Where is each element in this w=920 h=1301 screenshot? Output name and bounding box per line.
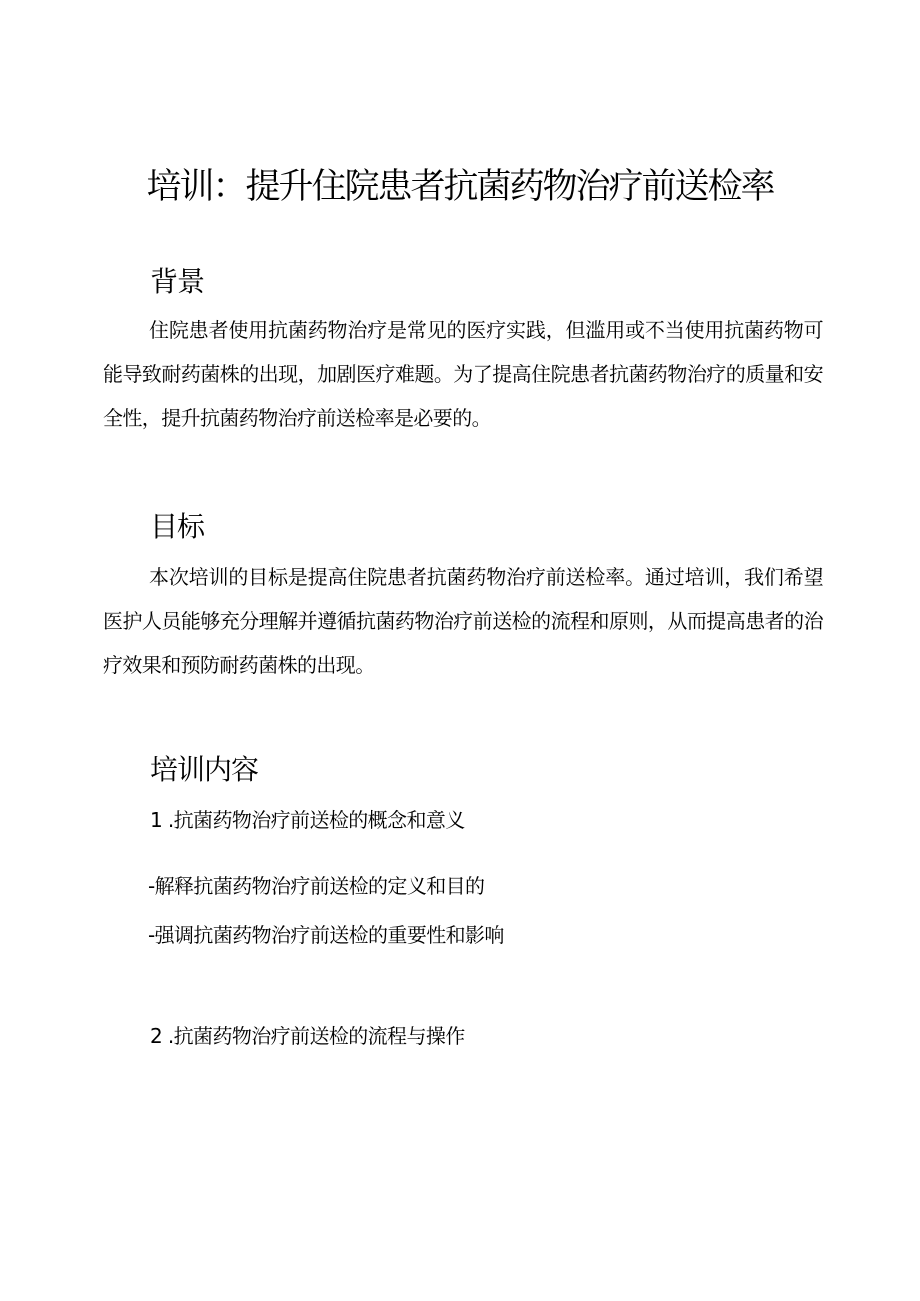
content-item-1: 1 .抗菌药物治疗前送检的概念和意义 <box>150 808 465 832</box>
section-heading-background: 背景 <box>150 265 205 298</box>
content-item-2: 2 .抗菌药物治疗前送检的流程与操作 <box>150 1024 465 1048</box>
document-title: 培训：提升住院患者抗菌药物治疗前送检率 <box>146 167 774 207</box>
section-heading-goal: 目标 <box>150 510 205 543</box>
content-item-1-sub-2: -强调抗菌药物治疗前送检的重要性和影响 <box>148 923 504 947</box>
section-heading-training-content: 培训内容 <box>150 753 259 786</box>
content-item-1-sub-1: -解释抗菌药物治疗前送检的定义和目的 <box>148 874 485 898</box>
background-paragraph: 住院患者使用抗菌药物治疗是常见的医疗实践，但滥用或不当使用抗菌药物可能导致耐药菌株的出现，加剧医疗难题。为了提高住院患者抗菌药物治疗的质量和安全性，提升抗菌药物治疗前送检率是必要的。 <box>103 318 823 430</box>
goal-paragraph: 本次培训的目标是提高住院患者抗菌药物治疗前送检率。通过培训，我们希望医护人员能够充分理解并遵循抗菌药物治疗前送检的流程和原则，从而提高患者的治疗效果和预防耐药菌株的出现。 <box>103 565 823 677</box>
